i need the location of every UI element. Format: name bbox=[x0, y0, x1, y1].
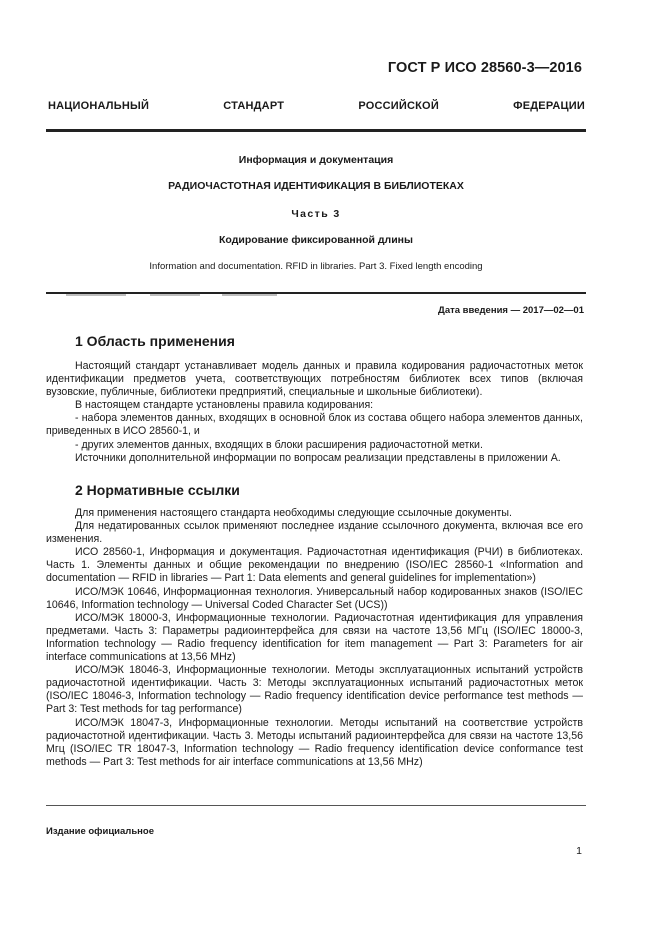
reference-item: ИСО/МЭК 10646, Информационная технология. Универсальный набор кодированных знаков (ISO/IEC 10646, Information technology — Universal Coded Character Set (UCS)) bbox=[46, 585, 583, 611]
document-subtitle: Кодирование фиксированной длины bbox=[219, 234, 413, 246]
section-1-heading: 1 Область применения bbox=[75, 333, 235, 349]
document-number: ГОСТ Р ИСО 28560-3—2016 bbox=[387, 60, 582, 76]
national-standard-banner: НАЦИОНАЛЬНЫЙ СТАНДАРТ РОССИЙСКОЙ ФЕДЕРАЦИИ bbox=[48, 100, 585, 112]
reference-item: ИСО/МЭК 18046-3, Информационные технологии. Методы эксплуатационных испытаний устройств радиочастотной идентификации. Часть 3: Методы эксплуатационных испытаний радиочастотных меток (ISO/IEC 18046-3, Information technology — Radio frequency identification device performance test methods — Part 3: Test methods for tag performance) bbox=[46, 664, 583, 716]
header-divider bbox=[46, 129, 586, 132]
footer-divider bbox=[46, 805, 586, 806]
reference-item: ИСО/МЭК 18047-3, Информационные технологии. Методы испытаний на соответствие устройств радиочастотной идентификации. Часть 3. Методы испытаний радиоинтерфейса для связи на частоте 13,56 Мгц (ISO/IEC TR 18047-3, Information technology — Radio frequency identification device conformance test methods — Part 3: Test methods for air interface communications at 13,56 MHz) bbox=[46, 716, 583, 768]
title-divider bbox=[46, 292, 586, 294]
paragraph: - набора элементов данных, входящих в основной блок из состава общего набора элементов данных, приведенных в ИСО 28560-1, и bbox=[46, 412, 583, 438]
paragraph: Для применения настоящего стандарта необходимы следующие ссылочные документы. bbox=[75, 507, 512, 519]
section-1-body bbox=[46, 360, 583, 465]
scan-artifact bbox=[222, 294, 277, 296]
section-2-heading: 2 Нормативные ссылки bbox=[75, 482, 240, 498]
paragraph: В настоящем стандарте установлены правила кодирования: bbox=[75, 399, 374, 412]
scan-artifact bbox=[150, 294, 200, 296]
paragraph: - других элементов данных, входящих в блоки расширения радиочастотной метки. bbox=[75, 438, 483, 451]
introduction-date: Дата введения — 2017—02—01 bbox=[438, 305, 584, 316]
official-edition-note: Издание официальное bbox=[46, 826, 154, 837]
scan-artifact bbox=[66, 294, 126, 296]
paragraph: Источники дополнительной информации по вопросам реализации представлены в приложении А. bbox=[75, 451, 561, 464]
paragraph: Для недатированных ссылок применяют последнее издание ссылочного документа, включая все его изменения. bbox=[46, 520, 583, 546]
reference-item: ИСО 28560-1, Информация и документация. Радиочастотная идентификация (РЧИ) в библиотеках. Часть 1. Элементы данных и общие рекомендации по внедрению (ISO/IEC 28560-1 «Information and documentation — RFID in libraries — Part 1: Data elements and general guidelines for implementation») bbox=[46, 546, 583, 585]
document-title: РАДИОЧАСТОТНАЯ ИДЕНТИФИКАЦИЯ В БИБЛИОТЕКАХ bbox=[168, 180, 464, 192]
document-part: Часть 3 bbox=[291, 208, 341, 220]
document-topic: Информация и документация bbox=[238, 154, 394, 166]
paragraph: Настоящий стандарт устанавливает модель данных и правила кодирования радиочастотных меток идентификации предметов учета, соответствующих потребностям библиотек всех типов (включая вузовские, публичные, библиотеки предприятий, специальные и школьные библиотеки). bbox=[46, 360, 583, 399]
page-number: 1 bbox=[576, 845, 582, 857]
reference-item: ИСО/МЭК 18000-3, Информационные технологии. Радиочастотная идентификация для управления предметами. Часть 3: Параметры радиоинтерфейса для связи на частоте 13,56 МГц (ISO/IEC 18000-3, Information technology — Radio frequency identification for item management — Part 3: Parameters for air interface communications at 13,56 MHz) bbox=[46, 611, 583, 664]
section-2-body bbox=[46, 507, 583, 769]
english-title: Information and documentation. RFID in libraries. Part 3. Fixed length encoding bbox=[149, 261, 483, 272]
